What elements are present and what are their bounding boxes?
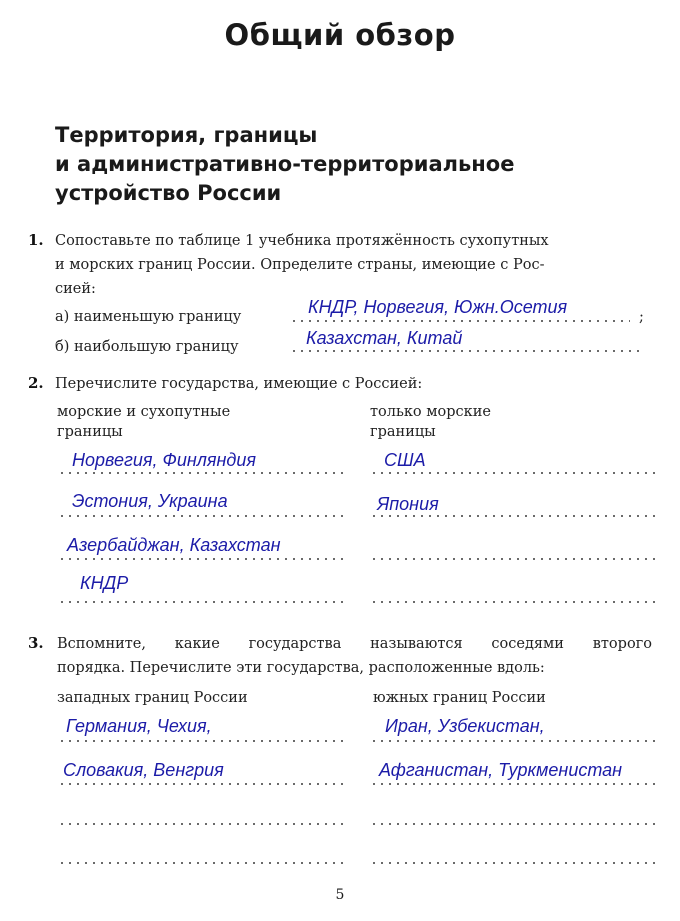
answer-line <box>58 601 343 603</box>
answer-field-left-3[interactable]: Азербайджан, Казахстан <box>67 535 281 555</box>
answer-line <box>370 823 655 825</box>
answer-line <box>58 740 343 742</box>
answer-line <box>370 783 655 785</box>
question-text <box>55 229 655 301</box>
answer-a-label: а) наименьшую границу <box>55 309 242 325</box>
column-header-right: южных границ России <box>373 690 546 706</box>
answer-field-left-2[interactable]: Эстония, Украина <box>72 491 228 511</box>
header-line: только морские <box>370 404 491 420</box>
answer-line <box>370 558 655 560</box>
answer-a-end: ; <box>639 309 644 325</box>
question-text-line: и морских границ России. Определите страны, имеющие с Рос- <box>55 257 545 273</box>
question-number: 2. <box>28 374 44 392</box>
header-line: границы <box>57 424 123 440</box>
answer-line <box>370 862 655 864</box>
answer-field-right-2[interactable]: Япония <box>377 494 439 514</box>
answer-line <box>58 515 343 517</box>
question-text-line: Вспомните, какие государства называются соседями второго <box>57 636 652 652</box>
answer-a-field[interactable]: КНДР, Норвегия, Южн.Осетия <box>308 297 568 317</box>
answer-line <box>370 515 655 517</box>
column-header-left <box>57 402 230 442</box>
answer-field-right-2[interactable]: Афганистан, Туркменистан <box>379 760 623 780</box>
answer-field-left-4[interactable]: КНДР <box>80 573 129 593</box>
answer-line <box>58 862 343 864</box>
answer-line <box>58 472 343 474</box>
answer-field-right-1[interactable]: США <box>384 450 426 470</box>
question-text-line: порядка. Перечислите эти государства, расположенные вдоль: <box>57 660 545 676</box>
section-title-line: и административно-территориальное <box>55 152 515 176</box>
answer-line <box>370 472 655 474</box>
answer-b-field[interactable]: Казахстан, Китай <box>306 328 463 348</box>
answer-b-label: б) наибольшую границу <box>55 339 239 355</box>
header-line: морские и сухопутные <box>57 404 231 420</box>
answer-a-line <box>290 320 630 322</box>
answer-line <box>370 601 655 603</box>
section-title-line: Территория, границы <box>55 123 318 147</box>
answer-field-left-1[interactable]: Германия, Чехия, <box>66 716 212 736</box>
question-text-line: сией: <box>55 281 96 297</box>
column-header-right <box>370 402 491 442</box>
answer-line <box>58 558 343 560</box>
answer-line <box>58 823 343 825</box>
page-title: Общий обзор <box>224 18 456 52</box>
question-text: Перечислите государства, имеющие с Россией: <box>55 376 423 392</box>
answer-line <box>370 740 655 742</box>
question-number: 1. <box>28 231 44 249</box>
answer-field-left-2[interactable]: Словакия, Венгрия <box>63 760 224 780</box>
page-number: 5 <box>335 887 345 903</box>
answer-b-line <box>290 350 645 352</box>
column-header-left: западных границ России <box>57 690 248 706</box>
header-line: границы <box>370 424 436 440</box>
answer-field-right-1[interactable]: Иран, Узбекистан, <box>385 716 545 736</box>
answer-field-left-1[interactable]: Норвегия, Финляндия <box>72 450 257 470</box>
question-text <box>57 632 652 680</box>
answer-line <box>58 783 343 785</box>
question-number: 3. <box>28 634 44 652</box>
question-text-line: Сопоставьте по таблице 1 учебника протяжённость сухопутных <box>55 233 549 249</box>
section-title <box>55 121 514 208</box>
section-title-line: устройство России <box>55 181 282 205</box>
